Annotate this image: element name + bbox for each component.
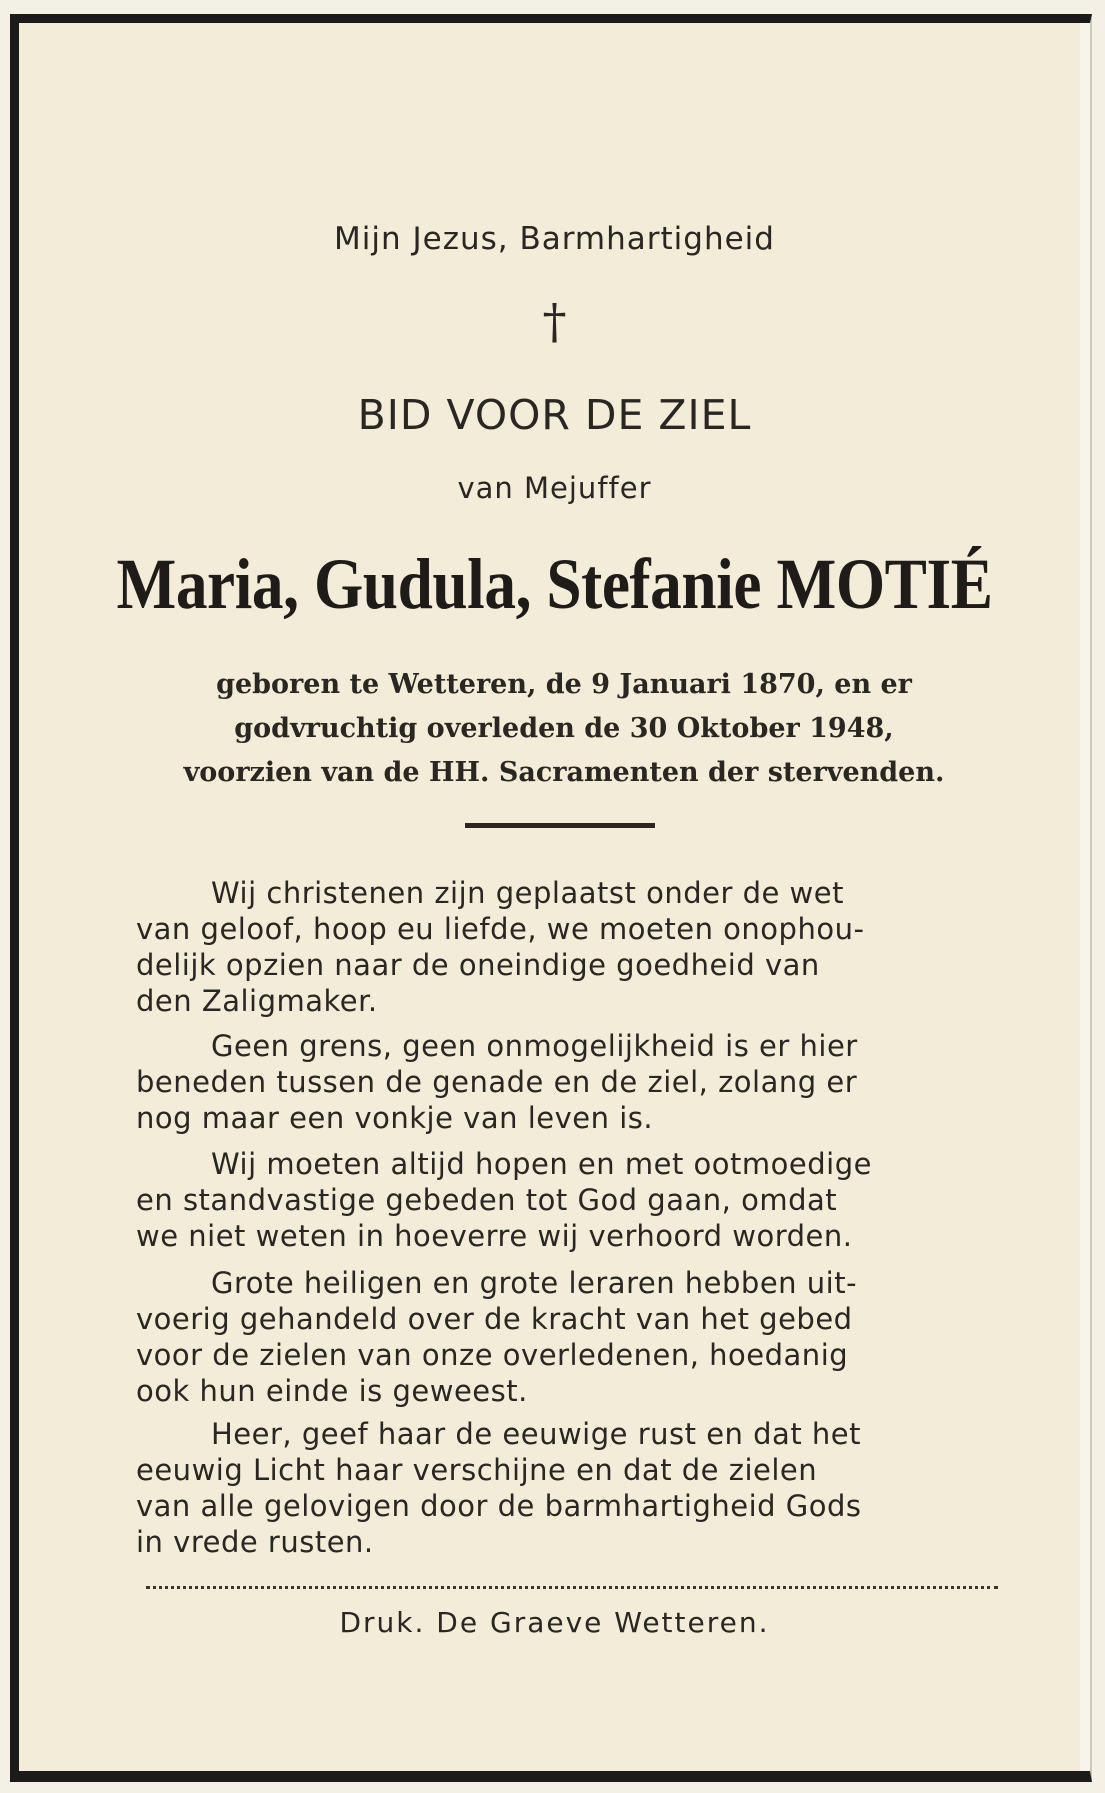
text-line: in vrede rusten. — [136, 1525, 374, 1559]
text-line: van geloof, hoop eu liefde, we moeten onophou- — [136, 912, 865, 946]
paragraph-3 — [136, 1146, 996, 1254]
sacraments-line: voorzien van de HH. Sacramenten der stervenden. — [183, 757, 945, 788]
text-line: delijk opzien naar de oneindige goedheid van — [136, 948, 820, 982]
text-line: voerig gehandeld over de kracht van het gebed — [136, 1302, 853, 1336]
divider-rule — [465, 823, 655, 828]
paragraph-2 — [136, 1028, 996, 1136]
paragraph-4 — [136, 1265, 996, 1409]
death-line: godvruchtig overleden de 30 Oktober 1948, — [234, 713, 894, 744]
text-line: Wij moeten altijd hopen en met ootmoedige — [211, 1147, 872, 1181]
text-line: eeuwig Licht haar verschijne en dat de zielen — [136, 1453, 818, 1487]
dotted-divider — [146, 1586, 998, 1589]
text-line: Geen grens, geen onmogelijkheid is er hier — [211, 1029, 858, 1063]
text-line: ook hun einde is geweest. — [136, 1374, 528, 1408]
birth-death-details — [124, 663, 1004, 795]
paragraph-1 — [136, 875, 996, 1019]
text-line: nog maar een vonkje van leven is. — [136, 1101, 654, 1135]
text-line: voor de zielen van onze overledenen, hoedanig — [136, 1338, 849, 1372]
text-line: van alle gelovigen door de barmhartigheid Gods — [136, 1489, 862, 1523]
cross-icon: † — [542, 294, 567, 350]
invocation: Mijn Jezus, Barmhartigheid — [334, 221, 775, 257]
text-line: Heer, geef haar de eeuwige rust en dat het — [211, 1417, 862, 1451]
memorial-card — [10, 14, 1092, 1782]
paragraph-5 — [136, 1416, 996, 1560]
text-line: Wij christenen zijn geplaatst onder de wet — [211, 876, 844, 910]
text-line: we niet weten in hoeverre wij verhoord worden. — [136, 1219, 853, 1253]
text-line: en standvastige gebeden tot God gaan, omdat — [136, 1183, 838, 1217]
text-line: Grote heiligen en grote leraren hebben uit- — [211, 1266, 858, 1300]
birth-line: geboren te Wetteren, de 9 Januari 1870, en er — [216, 669, 912, 700]
paper-edge — [1080, 23, 1090, 1771]
text-line: den Zaligmaker. — [136, 984, 378, 1018]
printer-credit: Druk. De Graeve Wetteren. — [339, 1606, 770, 1639]
subheading: van Mejuffer — [457, 471, 652, 505]
heading: BID VOOR DE ZIEL — [357, 391, 752, 439]
deceased-name: Maria, Gudula, Stefanie MOTIÉ — [116, 544, 993, 624]
text-line: beneden tussen de genade en de ziel, zolang er — [136, 1065, 858, 1099]
